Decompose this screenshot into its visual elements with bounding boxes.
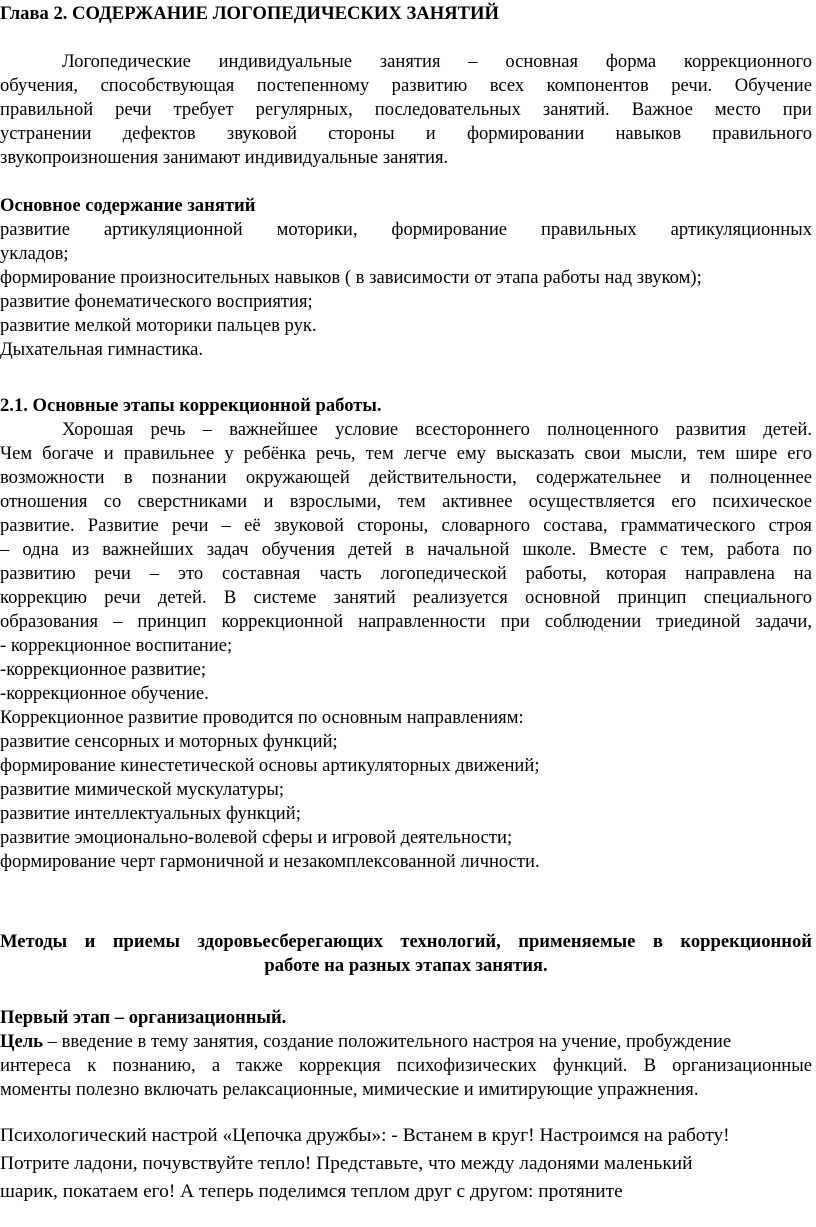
methods-heading-cont: работе на разных этапах занятия.	[264, 955, 548, 976]
list-item: развитие мимической мускулатуры;	[0, 779, 285, 800]
list-item: формирование кинестетической основы артикуляторных движений;	[0, 755, 540, 776]
intro-line: правильной речи требует регулярных, последовательных занятий. Важное место при	[0, 99, 812, 120]
stage1-heading: Первый этап – организационный.	[0, 1007, 287, 1028]
section-2-1-line: возможности в познании окружающей действительности, содержательнее и полноценнее	[0, 467, 812, 488]
list-item: развитие интеллектуальных функций;	[0, 803, 301, 824]
content-heading: Основное содержание занятий	[0, 195, 256, 216]
section-2-1-line: образования – принцип коррекционной направленности при соблюдении триединой задачи,	[0, 611, 812, 632]
methods-heading: Методы и приемы здоровьесберегающих технологий, применяемые в коррекционной	[0, 931, 812, 952]
list-item: -коррекционное обучение.	[0, 683, 209, 704]
list-item: развитие сенсорных и моторных функций;	[0, 731, 338, 752]
list-item: формирование черт гармоничной и незакомплексованной личности.	[0, 851, 540, 872]
section-2-1-line: развитие. Развитие речи – её звуковой стороны, словарного состава, грамматического строя	[0, 515, 812, 536]
section-2-1-heading: 2.1. Основные этапы коррекционной работы.	[0, 395, 382, 416]
goal-text: – введение в тему занятия, создание положительного настроя на учение, пробуждение	[42, 1031, 732, 1052]
exercise-line: Потрите ладони, почувствуйте тепло! Представьте, что между ладонями маленький	[0, 1153, 693, 1174]
stage1-goal-line: моменты полезно включать релаксационные, мимические и имитирующие упражнения.	[0, 1079, 699, 1100]
content-line: Дыхательная гимнастика.	[0, 339, 204, 360]
stage1-goal-line: интереса к познанию, а также коррекция психофизических функций. В организационные	[0, 1055, 812, 1076]
intro-line: Логопедические индивидуальные занятия – основная форма коррекционного	[62, 51, 812, 72]
chapter-title: Глава 2. СОДЕРЖАНИЕ ЛОГОПЕДИЧЕСКИХ ЗАНЯТИЙ	[0, 3, 499, 24]
section-2-1-line: коррекцию речи детей. В системе занятий реализуется основной принцип специального	[0, 587, 812, 608]
list-item: - коррекционное воспитание;	[0, 635, 233, 656]
intro-line: звукопроизношения занимают индивидуальные занятия.	[0, 147, 449, 168]
intro-line: устранении дефектов звуковой стороны и формировании навыков правильного	[0, 123, 812, 144]
exercise-line: шарик, покатаем его! А теперь поделимся теплом друг с другом: протяните	[0, 1181, 623, 1202]
content-line: развитие артикуляционной моторики, формирование правильных артикуляционных	[0, 219, 812, 240]
exercise-line: Психологический настрой «Цепочка дружбы»: - Встанем в круг! Настроимся на работу!	[0, 1125, 730, 1146]
content-line: развитие фонематического восприятия;	[0, 291, 313, 312]
list-item: развитие эмоционально-волевой сферы и игровой деятельности;	[0, 827, 513, 848]
content-line: развитие мелкой моторики пальцев рук.	[0, 315, 317, 336]
intro-line: обучения, способствующая постепенному развитию всех компонентов речи. Обучение	[0, 75, 812, 96]
section-2-1-line: Хорошая речь – важнейшее условие всестороннего полноценного развития детей.	[62, 419, 812, 440]
content-line: формирование произносительных навыков ( в зависимости от этапа работы над звуком);	[0, 267, 702, 288]
section-2-1-line: Чем богаче и правильнее у ребёнка речь, тем легче ему высказать свои мысли, тем шире его	[0, 443, 812, 464]
goal-label: Цель	[0, 1031, 43, 1052]
section-2-1-line: развитию речи – это составная часть логопедической работы, которая направлена на	[0, 563, 812, 584]
list-item: -коррекционное развитие;	[0, 659, 207, 680]
content-line: укладов;	[0, 243, 69, 264]
section-2-1-line: – одна из важнейших задач обучения детей в начальной школе. Вместе с тем, работа по	[0, 539, 812, 560]
list-item: Коррекционное развитие проводится по основным направлениям:	[0, 707, 524, 728]
section-2-1-line: отношения со сверстниками и взрослыми, тем активнее осуществляется его психическое	[0, 491, 812, 512]
stage1-goal-line	[0, 1030, 812, 1054]
